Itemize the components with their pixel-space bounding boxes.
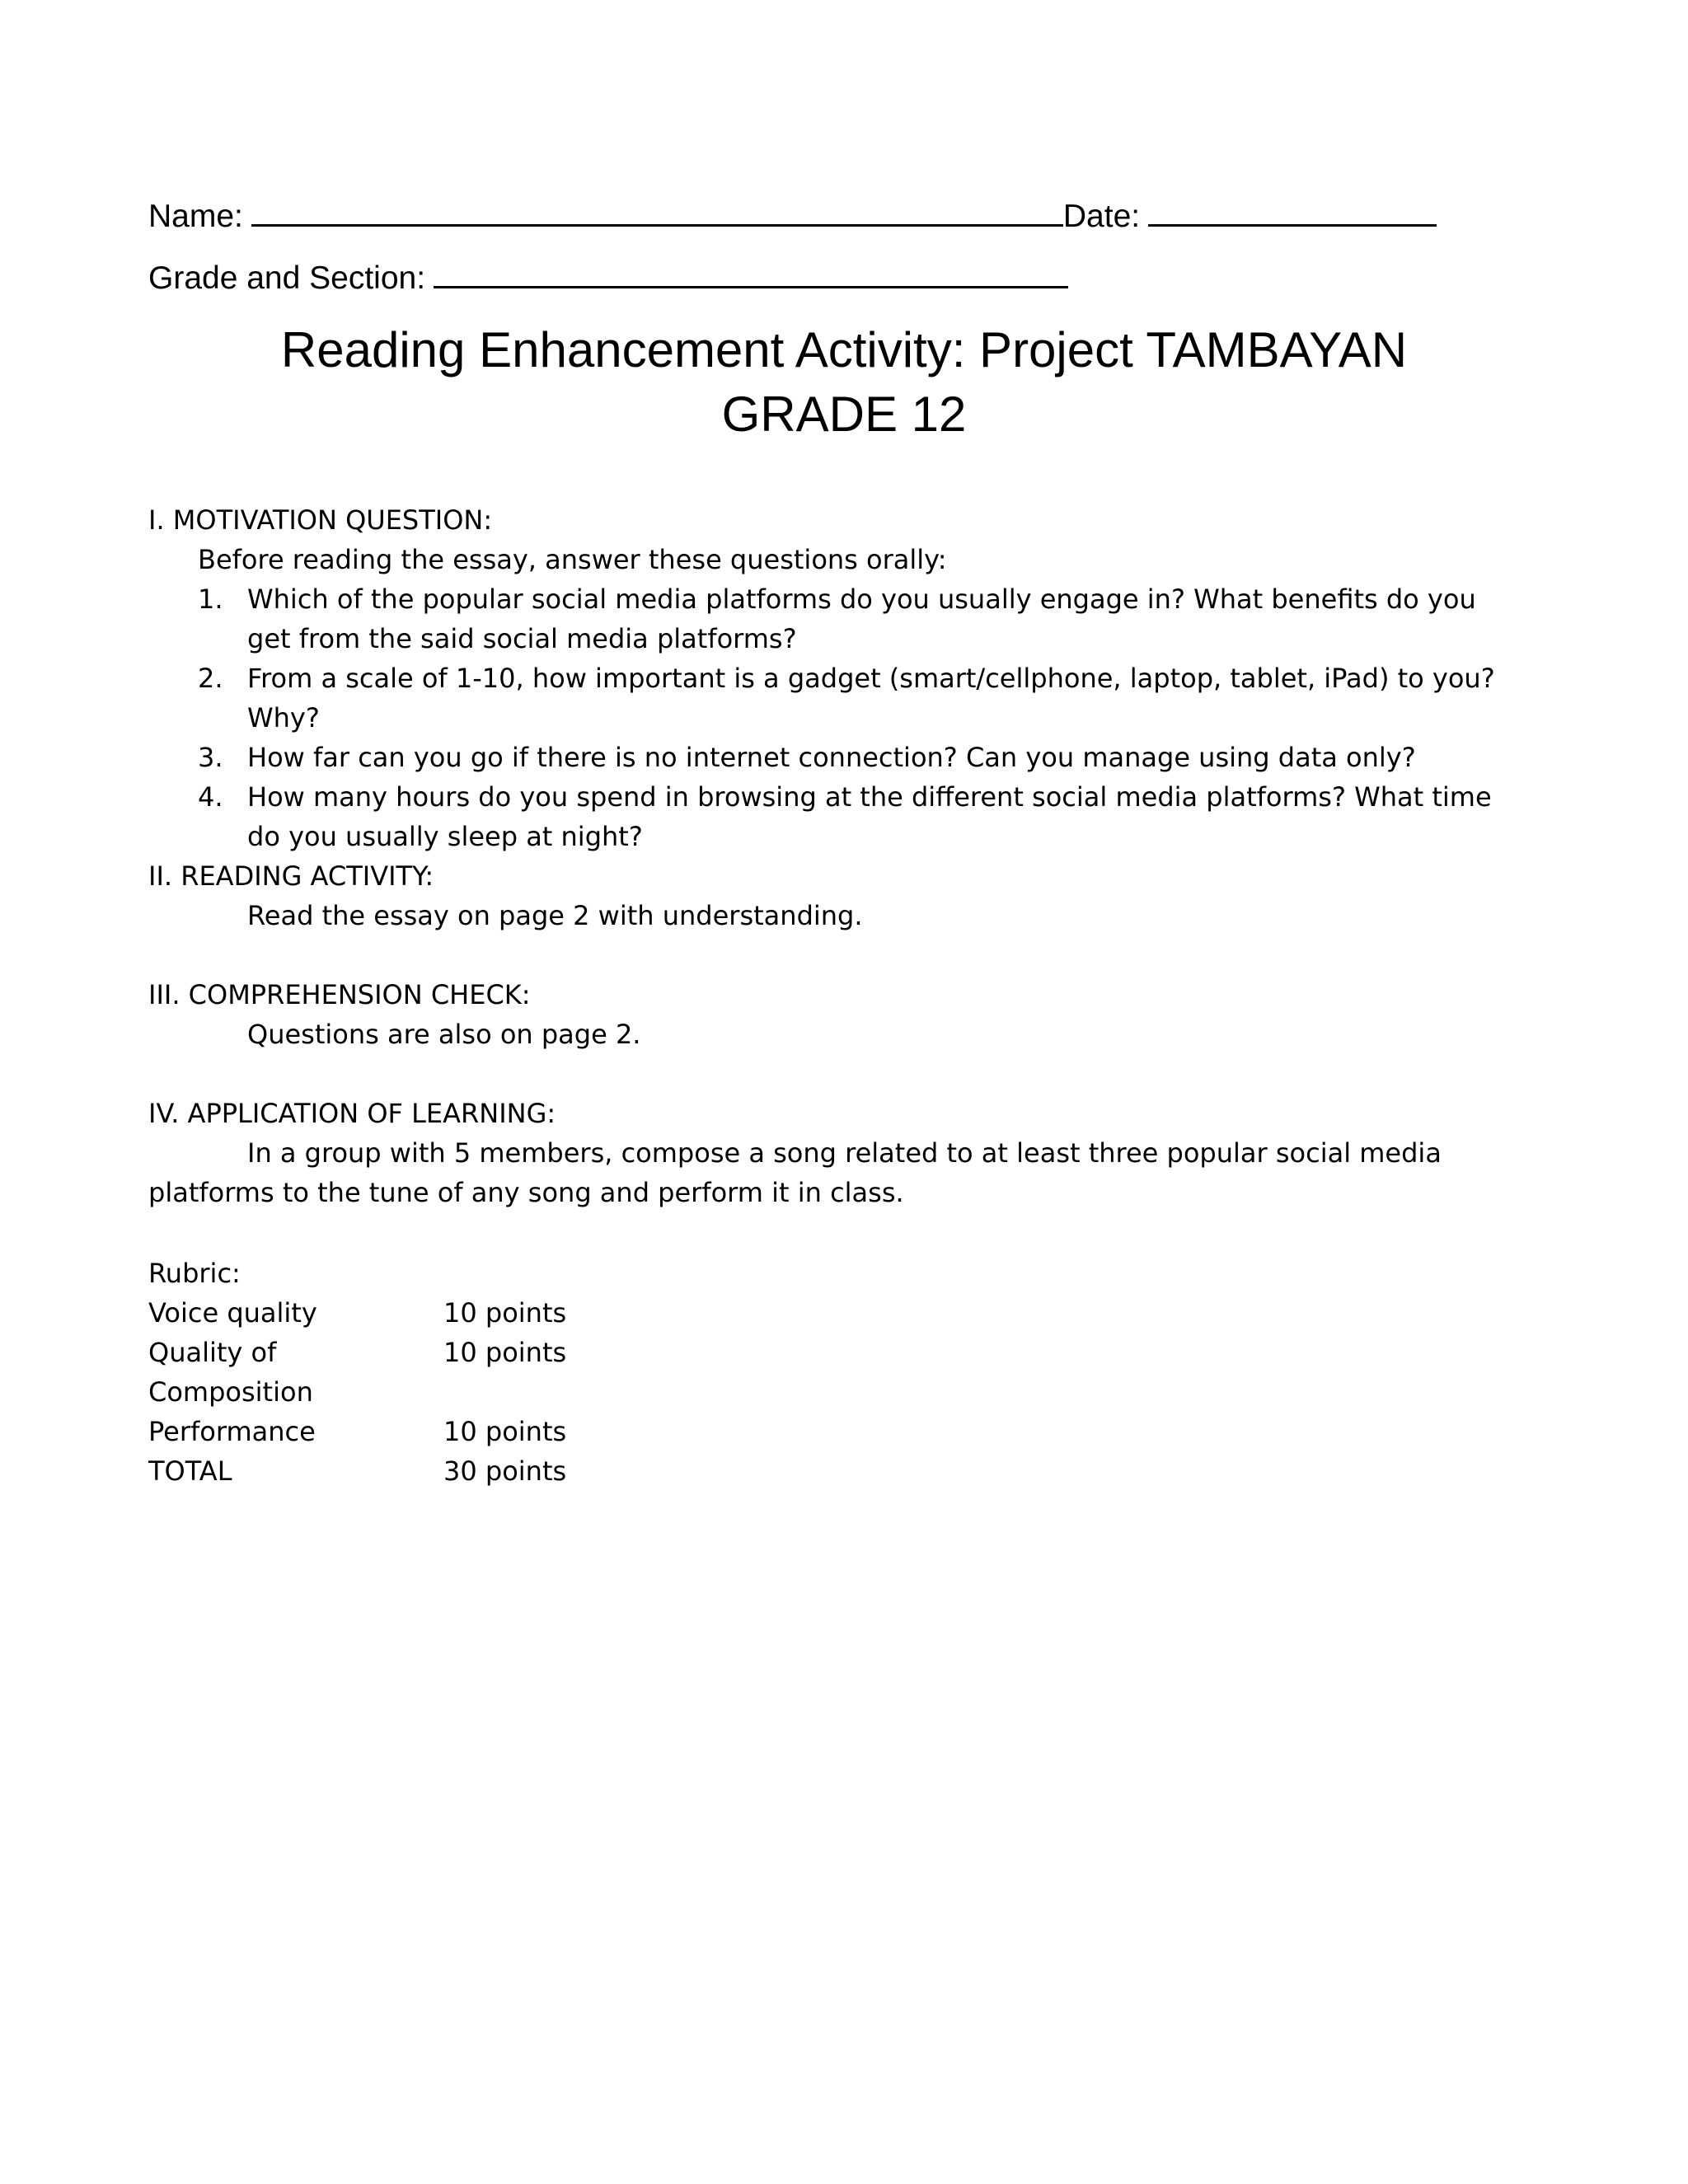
question-number: 2. bbox=[198, 663, 223, 694]
name-date-line bbox=[148, 194, 1437, 237]
list-item bbox=[198, 738, 1517, 777]
reading-heading: II. READING ACTIVITY: bbox=[148, 860, 434, 892]
question-number: 1. bbox=[198, 583, 223, 615]
rubric-heading: Rubric: bbox=[148, 1258, 241, 1289]
page-title: Reading Enhancement Activity: Project TAMBAYAN bbox=[280, 322, 1408, 377]
list-item bbox=[198, 777, 1517, 856]
grade-section-field-blank[interactable] bbox=[434, 256, 1068, 288]
name-field-blank[interactable] bbox=[251, 194, 1063, 227]
table-row bbox=[148, 1333, 566, 1412]
comprehension-heading: III. COMPREHENSION CHECK: bbox=[148, 979, 531, 1010]
motivation-question-list bbox=[198, 579, 1517, 856]
list-item bbox=[198, 579, 1517, 658]
motivation-intro: Before reading the essay, answer these questions orally: bbox=[198, 544, 947, 575]
application-text: In a group with 5 members, compose a song related to at least three popular social media platforms to the tune of any song and perform it in class. bbox=[148, 1137, 1442, 1208]
grade-section-label: Grade and Section: bbox=[148, 260, 426, 296]
rubric-criterion: Performance bbox=[148, 1416, 316, 1447]
question-text: From a scale of 1-10, how important is a gadget (smart/cellphone, laptop, tablet, iPad) to you? Why? bbox=[247, 663, 1495, 733]
application-heading: IV. APPLICATION OF LEARNING: bbox=[148, 1098, 556, 1129]
rubric-criterion: Quality of Composition bbox=[148, 1337, 313, 1408]
rubric-points: 10 points bbox=[443, 1416, 567, 1447]
rubric-criterion: Voice quality bbox=[148, 1297, 317, 1329]
question-text: How many hours do you spend in browsing at the different social media platforms? What time do you usually sleep at night? bbox=[247, 781, 1492, 852]
comprehension-text: Questions are also on page 2. bbox=[247, 1019, 641, 1050]
date-field-blank[interactable] bbox=[1148, 194, 1437, 227]
rubric-table bbox=[148, 1293, 566, 1491]
motivation-heading: I. MOTIVATION QUESTION: bbox=[148, 504, 493, 536]
name-label: Name: bbox=[148, 199, 243, 234]
question-text: How far can you go if there is no internet connection? Can you manage using data only? bbox=[247, 742, 1416, 773]
table-row bbox=[148, 1412, 566, 1451]
table-row bbox=[148, 1293, 566, 1333]
question-number: 4. bbox=[198, 781, 223, 813]
question-text: Which of the popular social media platforms do you usually engage in? What benefits do you get from the said social media platforms? bbox=[247, 583, 1476, 654]
page-subtitle: GRADE 12 bbox=[721, 387, 967, 442]
reading-text: Read the essay on page 2 with understanding. bbox=[247, 900, 863, 931]
rubric-points: 10 points bbox=[443, 1337, 567, 1368]
table-row bbox=[148, 1451, 566, 1491]
rubric-criterion: TOTAL bbox=[148, 1455, 232, 1487]
list-item bbox=[198, 658, 1517, 738]
rubric-points: 10 points bbox=[443, 1297, 567, 1329]
date-label: Date: bbox=[1062, 199, 1141, 234]
question-number: 3. bbox=[198, 742, 223, 773]
rubric-points: 30 points bbox=[443, 1455, 567, 1487]
grade-section-line bbox=[148, 256, 1068, 298]
